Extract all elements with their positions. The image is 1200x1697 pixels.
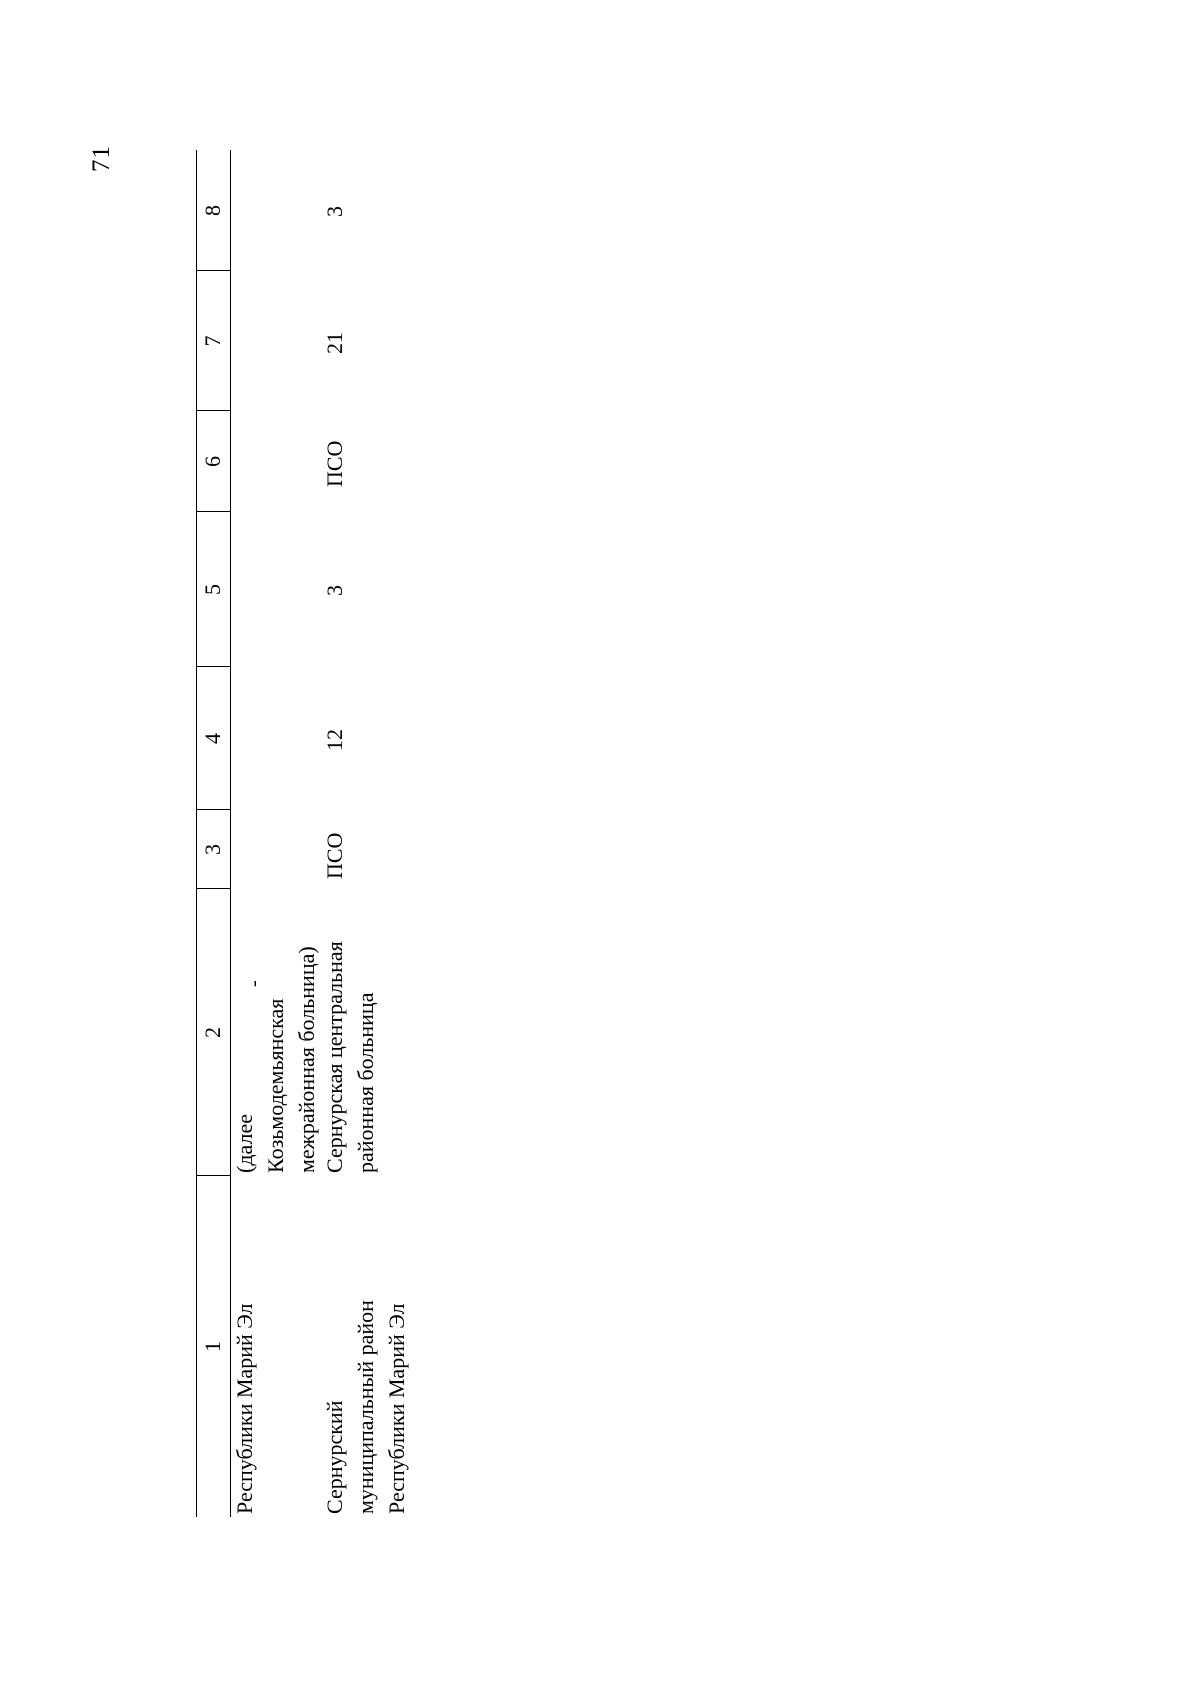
col-header-4: 4 — [200, 733, 225, 744]
page-number: 71 — [88, 145, 115, 172]
table-row-2-col-8: 3 — [322, 206, 347, 217]
col-header-2: 2 — [200, 1027, 225, 1038]
cell-word: Сернурская — [322, 1063, 347, 1173]
table-row-2-col-4: 12 — [322, 729, 347, 751]
cell-word: центральная — [322, 941, 347, 1059]
col-header-1: 1 — [200, 1341, 225, 1352]
table-row-1-col-1 — [229, 1304, 260, 1514]
col-header-5: 5 — [200, 584, 225, 595]
cell-word: муниципальный — [353, 1360, 378, 1514]
cell-line: Республики Марий Эл — [384, 1303, 409, 1514]
cell-line — [319, 895, 350, 1173]
cell-line: Республики Марий Эл — [232, 1303, 257, 1514]
cell-word: район — [353, 1300, 378, 1356]
col-header-8: 8 — [200, 205, 225, 216]
cell-line: межрайонная больница) — [294, 946, 319, 1173]
cell-line: Козьмодемьянская — [263, 998, 288, 1173]
table-row-2-col-5: 3 — [322, 585, 347, 596]
table-row-2-col-1 — [319, 1286, 412, 1514]
cell-line: (далее — [232, 1114, 257, 1173]
table-row-2-col-2 — [319, 895, 381, 1173]
cell-mark: - — [243, 980, 265, 987]
table-row-2-col-7: 21 — [322, 332, 347, 354]
cell-line: районная больница — [353, 992, 378, 1173]
col-header-6: 6 — [200, 456, 225, 467]
table-row-2-col-6: ПСО — [322, 440, 347, 487]
table-row-2-col-3: ПСО — [322, 832, 347, 879]
col-header-7: 7 — [200, 335, 225, 347]
cell-line — [350, 1286, 381, 1514]
cell-line: Сернурский — [322, 1400, 347, 1514]
col-header-3: 3 — [200, 844, 225, 855]
